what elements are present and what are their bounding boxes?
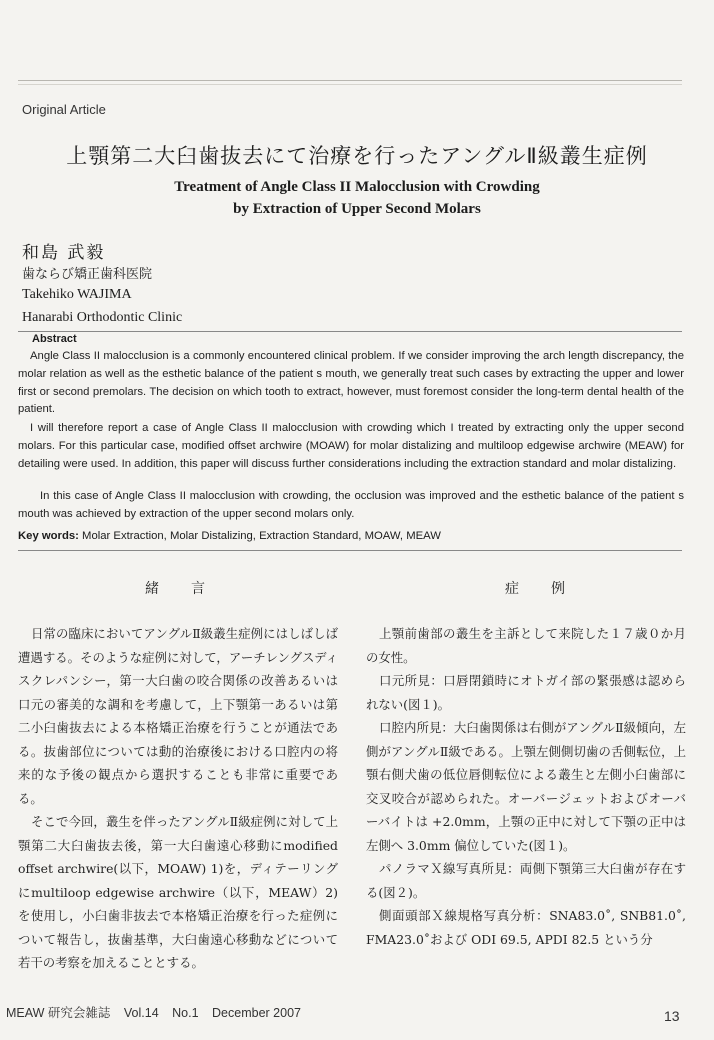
footer-volume: Vol.14 bbox=[123, 1006, 159, 1020]
keywords-rule bbox=[18, 550, 682, 551]
abstract-paragraph-3: In this case of Angle Class II malocclusion with crowding, the occlusion was improved and the esthetic balance of the patient s mouth was achieved by extraction of the upper second molars only. bbox=[18, 490, 684, 520]
footer-citation bbox=[6, 1003, 311, 1021]
affiliation-japanese: 歯ならび矯正歯科医院 bbox=[22, 267, 153, 282]
author-japanese: 和島 武毅 bbox=[22, 243, 106, 263]
title-english-line1: Treatment of Angle Class II Malocclusion with Crowding bbox=[174, 179, 540, 195]
author-english: Takehiko WAJIMA bbox=[22, 287, 132, 302]
body-paragraph: 口元所見：口唇閉鎖時にオトガイ部の緊張感は認められない(図１)。 bbox=[366, 673, 686, 712]
keywords bbox=[18, 530, 441, 542]
abstract-paragraph-2: I will therefore report a case of Angle Class II malocclusion with crowding which I treated by extracting only the upper second molars. For this particular case, modified offset archwire (MOAW) for molar distalizing and multiloop edgewise archwire (MEAW) for detailing were used. In addition, this paper will discuss further considerations including the extraction standard and molar distalizing. bbox=[18, 422, 684, 470]
body-paragraph: 口腔内所見：大臼歯関係は右側がアングルⅡ級傾向，左側がアングルⅡ級である。上顎左側側切歯の舌側転位，上顎右側犬歯の低位唇側転位による叢生と左側小臼歯部に交叉咬合が認められた。オーバージェットおよびオーバーバイトは +2.0mm，上顎の正中に対して下顎の正中は左側へ 3.0mm 偏位していた(図１)。 bbox=[366, 720, 686, 853]
keywords-label: Key words: bbox=[18, 530, 79, 542]
abstract-paragraph-1: Angle Class II malocclusion is a commonly encountered clinical problem. If we consider improving the arch length discrepancy, the molar relation as well as the esthetic balance of the patient s mouth, we generally treat such cases by extracting the upper and lower first or second premolars. The decision on which tooth to extract, however, must foremost consider the long-term dental health of the patient. bbox=[18, 350, 684, 416]
title-english-line2: by Extraction of Upper Second Molars bbox=[233, 201, 481, 217]
page-number: 13 bbox=[664, 1008, 680, 1024]
keywords-list: Molar Extraction, Molar Distalizing, Extraction Standard, MOAW, MEAW bbox=[82, 530, 441, 542]
body-paragraph: そこで今回，叢生を伴ったアングルⅡ級症例に対して上顎第二大臼歯抜去後，第一大臼歯遠心移動にmodified offset archwire(以下，MOAW) 1)を，ディテーリングにmultiloop edgewise archwire（以下，MEAW）2)を使用し，小臼歯非抜去で本格矯正治療を行った症例について報告し，抜歯基準，大臼歯遠心移動などについて若干の考察を加えることとする。 bbox=[18, 814, 338, 970]
article-type: Original Article bbox=[22, 102, 106, 117]
section-heading-introduction: 緒言 bbox=[145, 581, 237, 597]
footer-date: December 2007 bbox=[212, 1006, 301, 1020]
abstract-top-rule bbox=[18, 331, 682, 332]
column-right bbox=[366, 622, 686, 951]
column-left bbox=[18, 622, 338, 975]
abstract-heading: Abstract bbox=[32, 333, 77, 345]
header-rule-secondary bbox=[18, 84, 682, 85]
title-japanese: 上顎第二大臼歯抜去にて治療を行ったアングルⅡ級叢生症例 bbox=[66, 144, 648, 168]
body-paragraph: 日常の臨床においてアングルⅡ級叢生症例にはしばしば遭遇する。そのような症例に対して，アーチレングスディスクレパンシー，第一大臼歯の咬合関係の改善あるいは口元の審美的な調和を考慮して，上下顎第一あるいは第二小臼歯抜去による本格矯正治療を行うことが通法である。抜歯部位については動的治療後における口腔内の将来的な予後の観点から選択することも非常に重要である。 bbox=[18, 626, 338, 806]
footer-number: No.1 bbox=[172, 1006, 199, 1020]
body-paragraph: パノラマＸ線写真所見：両側下顎第三大臼歯が存在する(図２)。 bbox=[366, 861, 686, 900]
header-rule bbox=[18, 80, 682, 81]
body-paragraph: 側面頭部Ｘ線規格写真分析：SNA83.0˚, SNB81.0˚, FMA23.0˚および ODI 69.5, APDI 82.5 という分 bbox=[366, 908, 686, 947]
section-heading-case: 症例 bbox=[505, 581, 597, 597]
title-english bbox=[0, 176, 714, 220]
affiliation-english: Hanarabi Orthodontic Clinic bbox=[22, 310, 183, 325]
body-paragraph: 上顎前歯部の叢生を主訴として来院した１７歳０か月の女性。 bbox=[366, 626, 686, 665]
footer-journal: MEAW 研究会雑誌 bbox=[6, 1006, 111, 1020]
